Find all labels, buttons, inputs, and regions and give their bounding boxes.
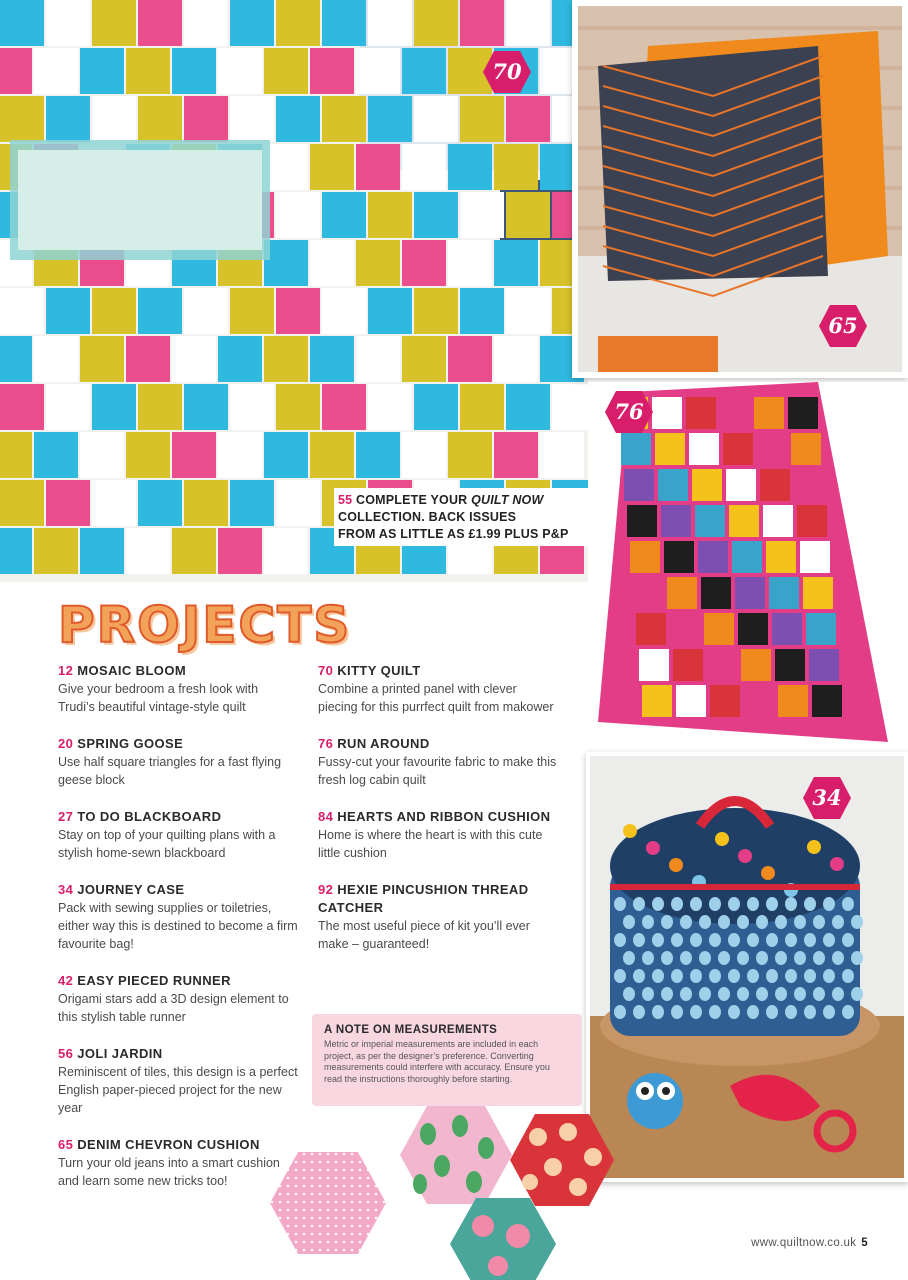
page-badge-65 bbox=[818, 304, 868, 348]
project-title-text: JOURNEY CASE bbox=[77, 882, 185, 897]
website-url[interactable]: www.quiltnow.co.uk bbox=[751, 1237, 857, 1249]
page-footer bbox=[751, 1237, 868, 1249]
back-issues-line-3: FROM AS LITTLE AS £1.99 PLUS P&P bbox=[338, 527, 569, 541]
project-title-text: HEXIE PINCUSHION THREAD CATCHER bbox=[318, 882, 529, 915]
project-title bbox=[318, 808, 558, 826]
project-page-number: 42 bbox=[58, 973, 74, 988]
back-issues-page-number: 55 bbox=[338, 493, 353, 507]
note-title: A NOTE ON MEASUREMENTS bbox=[324, 1024, 498, 1036]
project-title-text: TO DO BLACKBOARD bbox=[77, 809, 222, 824]
project-item[interactable] bbox=[318, 808, 558, 862]
badge-number: 65 bbox=[828, 313, 858, 338]
project-item[interactable] bbox=[58, 972, 298, 1026]
project-title bbox=[318, 735, 558, 753]
project-item[interactable] bbox=[58, 1136, 298, 1190]
run-around-quilt-photo bbox=[588, 382, 908, 752]
project-description: Reminiscent of tiles, this design is a perfect English paper-pieced project for the new year bbox=[58, 1065, 298, 1115]
project-page-number: 20 bbox=[58, 736, 74, 751]
badge-number: 34 bbox=[812, 785, 842, 810]
project-title-text: EASY PIECED RUNNER bbox=[77, 973, 231, 988]
project-item[interactable] bbox=[318, 881, 558, 953]
note-body: Metric or imperial measurements are included in each project, as per the designer’s preference. Converting measurements could interfere with accuracy. Ensure you read the instructions thoroughly before starting. bbox=[324, 1039, 550, 1084]
project-title-text: KITTY QUILT bbox=[337, 663, 421, 678]
project-page-number: 56 bbox=[58, 1046, 74, 1061]
project-title bbox=[58, 1136, 298, 1154]
badge-number: 70 bbox=[492, 59, 522, 84]
hexie-green-pears bbox=[398, 1104, 514, 1206]
page-badge-70 bbox=[482, 50, 532, 94]
projects-column-left bbox=[58, 662, 298, 1209]
project-title-text: HEARTS AND RIBBON CUSHION bbox=[337, 809, 551, 824]
project-description: Use half square triangles for a fast flying geese block bbox=[58, 755, 282, 787]
project-title bbox=[58, 662, 298, 680]
project-item[interactable] bbox=[58, 881, 298, 953]
project-description: Combine a printed panel with clever piecing for this purrfect quilt from makower bbox=[318, 682, 554, 714]
project-description: Give your bedroom a fresh look with Trudi’s beautiful vintage-style quilt bbox=[58, 682, 259, 714]
back-issues-line-1 bbox=[338, 492, 586, 509]
project-title bbox=[58, 735, 298, 753]
project-item[interactable] bbox=[58, 808, 298, 862]
project-title-text: SPRING GOOSE bbox=[77, 736, 184, 751]
back-issues-line-2: COLLECTION. BACK ISSUES bbox=[338, 510, 517, 524]
project-description: Turn your old jeans into a smart cushion and learn some new tricks too! bbox=[58, 1156, 280, 1188]
project-item[interactable] bbox=[58, 1045, 298, 1117]
project-page-number: 27 bbox=[58, 809, 74, 824]
project-title-text: JOLI JARDIN bbox=[77, 1046, 163, 1061]
project-item[interactable] bbox=[58, 735, 298, 789]
back-issues-caption[interactable] bbox=[334, 488, 590, 546]
project-page-number: 84 bbox=[318, 809, 334, 824]
project-description: Pack with sewing supplies or toiletries, either way this is destined to become a firm favourite bag! bbox=[58, 901, 298, 951]
project-description: Fussy-cut your favourite fabric to make this fresh log cabin quilt bbox=[318, 755, 557, 787]
project-title bbox=[58, 881, 298, 899]
magazine-name: QUILT NOW bbox=[471, 493, 544, 507]
project-title bbox=[58, 972, 298, 990]
badge-number: 76 bbox=[614, 399, 644, 424]
page-badge-34 bbox=[802, 776, 852, 820]
project-page-number: 65 bbox=[58, 1137, 74, 1152]
page-number: 5 bbox=[861, 1237, 868, 1249]
project-title bbox=[318, 662, 558, 680]
project-page-number: 12 bbox=[58, 663, 74, 678]
journey-case-photo bbox=[586, 752, 908, 1182]
hexie-teal-roses bbox=[448, 1196, 558, 1280]
project-item[interactable] bbox=[318, 735, 558, 789]
project-title-text: DENIM CHEVRON CUSHION bbox=[77, 1137, 260, 1152]
project-description: Home is where the heart is with this cute little cushion bbox=[318, 828, 543, 860]
back-issues-text: COMPLETE YOUR bbox=[356, 493, 472, 507]
project-item[interactable] bbox=[318, 662, 558, 716]
project-title-text: RUN AROUND bbox=[337, 736, 430, 751]
hexie-red-circles bbox=[508, 1112, 616, 1208]
page-badge-76 bbox=[604, 390, 654, 434]
project-page-number: 76 bbox=[318, 736, 334, 751]
projects-column-right bbox=[318, 662, 558, 972]
projects-heading: PROJECTS bbox=[58, 596, 352, 654]
project-title-text: MOSAIC BLOOM bbox=[77, 663, 187, 678]
hexie-pink-dots bbox=[268, 1150, 388, 1256]
project-item[interactable] bbox=[58, 662, 298, 716]
project-title bbox=[318, 881, 558, 917]
measurements-note bbox=[312, 1014, 582, 1106]
project-description: Stay on top of your quilting plans with a stylish home-sewn blackboard bbox=[58, 828, 276, 860]
project-page-number: 34 bbox=[58, 882, 74, 897]
project-description: Origami stars add a 3D design element to this stylish table runner bbox=[58, 992, 289, 1024]
project-title bbox=[58, 1045, 298, 1063]
project-description: The most useful piece of kit you’ll ever make – guaranteed! bbox=[318, 919, 530, 951]
project-title bbox=[58, 808, 298, 826]
project-page-number: 70 bbox=[318, 663, 334, 678]
project-page-number: 92 bbox=[318, 882, 334, 897]
